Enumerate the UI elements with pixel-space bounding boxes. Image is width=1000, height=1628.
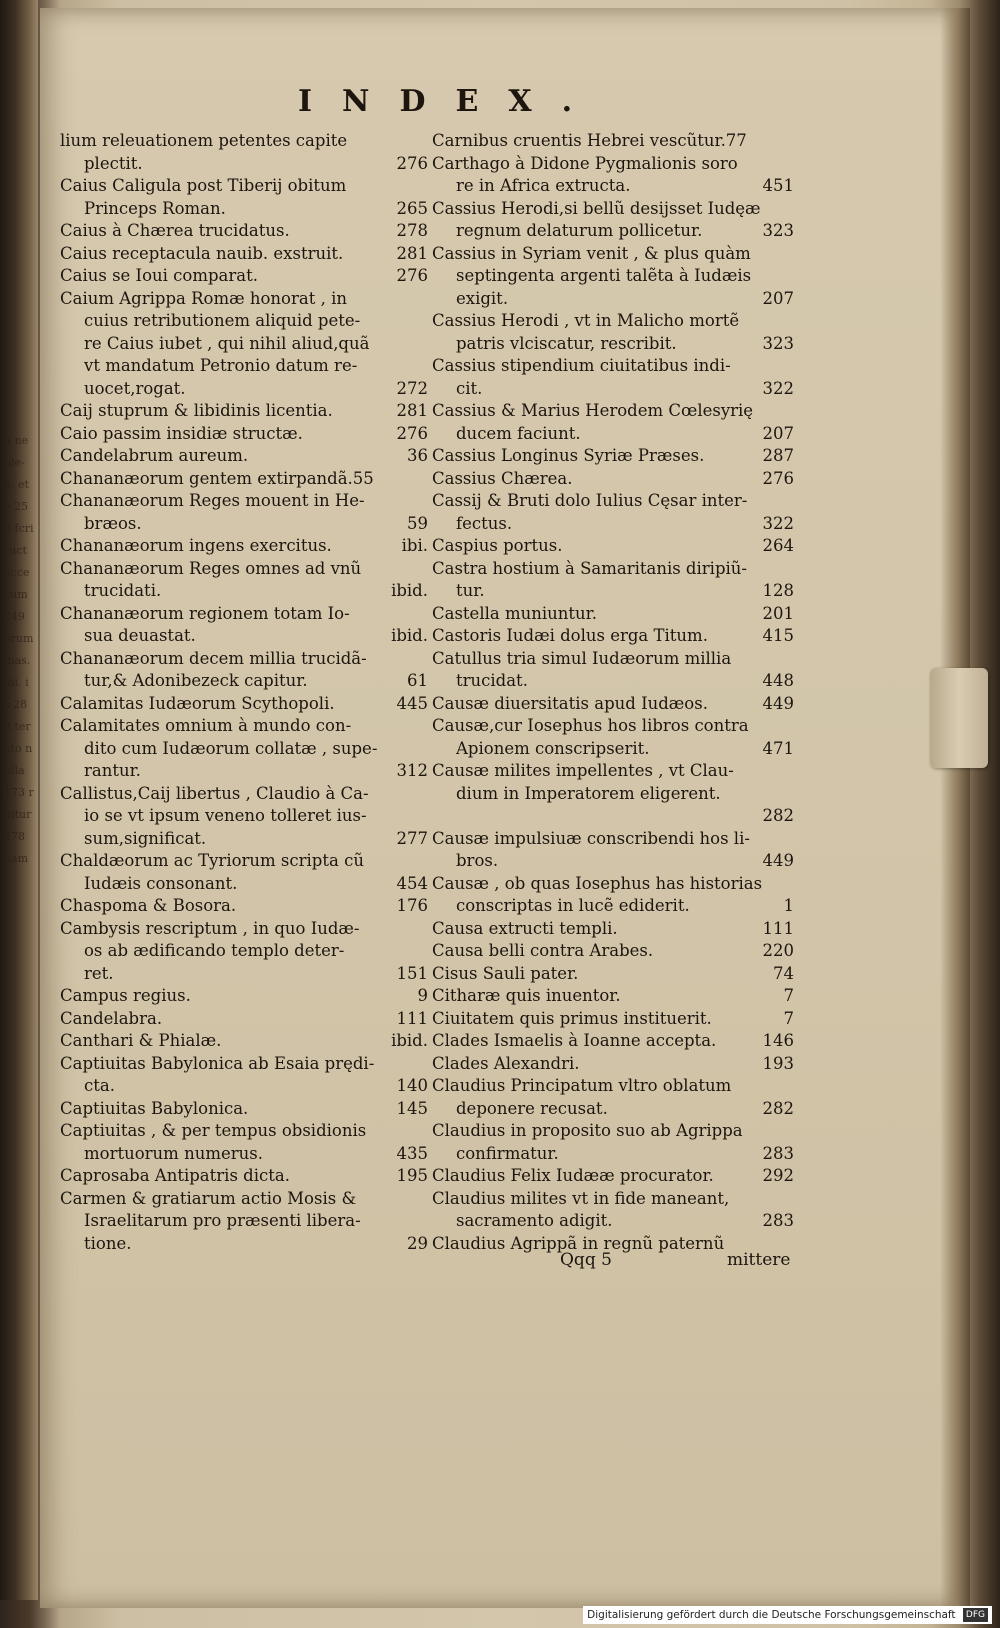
index-entry-text: septingenta argenti talẽta à Iudæis	[456, 266, 752, 285]
index-entry-line	[60, 1075, 428, 1098]
index-entry-line	[60, 333, 428, 356]
index-entry-text: Claudius Agrippã in regnũ paternũ	[432, 1233, 725, 1253]
index-column-left	[60, 130, 428, 1255]
index-entry-text: cta.	[84, 1076, 115, 1095]
index-entry-page-number: 471	[762, 738, 794, 758]
index-entry-text: confirmatur.	[456, 1143, 559, 1163]
index-entry-page-number: 281	[396, 243, 428, 263]
index-entry-text: Claudius in proposito suo ab Agrippa	[432, 1121, 743, 1140]
index-entry-page-number: 322	[762, 378, 794, 398]
index-entry-page-number: ibi.	[401, 536, 428, 555]
index-entry-line	[60, 220, 428, 243]
index-entry-text: cuius retributionem aliquid pete-	[84, 311, 361, 330]
index-entry-line	[60, 985, 428, 1008]
index-entry-text: Candelabrum aureum.	[60, 446, 249, 465]
index-entry-page-number: 9	[417, 986, 428, 1005]
index-entry-line	[432, 400, 794, 423]
index-entry-line	[60, 603, 428, 626]
catchword: mittere	[727, 1250, 791, 1270]
index-entry-page-number: 7	[783, 1008, 794, 1028]
index-entry-line	[432, 423, 794, 446]
index-entry-line	[432, 1120, 794, 1143]
index-entry-page-number: 201	[762, 603, 794, 623]
index-entry-line	[432, 333, 794, 356]
index-entry-text: sacramento adigit.	[456, 1211, 613, 1230]
index-entry-page-number: 449	[762, 851, 794, 870]
index-entry-page-number: 7	[783, 986, 794, 1005]
index-entry-page-number: 415	[762, 626, 794, 645]
index-entry-line	[432, 715, 794, 738]
index-entry-line	[60, 1030, 428, 1053]
index-entry-page-number: 435	[396, 1143, 428, 1163]
index-entry-text: sua deuastat.	[84, 626, 196, 645]
index-entry-page-number: 292	[762, 1166, 794, 1185]
index-entry-line	[432, 1165, 794, 1188]
index-entry-line	[432, 445, 794, 468]
index-entry-text: Causæ impulsiuæ conscribendi hos li-	[432, 828, 750, 848]
index-entry-line	[432, 198, 794, 221]
index-entry-line	[60, 1210, 428, 1233]
index-entry-page-number: 276	[396, 423, 428, 443]
index-entry-page-number: ibid.	[391, 1031, 428, 1050]
index-entry-page-number: 59	[407, 513, 428, 533]
index-entry-page-number: 449	[762, 693, 794, 713]
index-entry-line	[60, 940, 428, 963]
index-entry-page-number: 323	[762, 333, 794, 353]
index-entry-page-number: 282	[762, 1098, 794, 1118]
index-entry-text: bræos.	[84, 513, 142, 533]
index-entry-line	[60, 693, 428, 716]
index-entry-page-number: 312	[396, 761, 428, 780]
index-entry-text: Calamitates omnium à mundo con-	[60, 716, 352, 735]
index-entry-line	[432, 1075, 794, 1098]
index-entry-line	[432, 1188, 794, 1211]
index-entry-page-number: 151	[396, 963, 428, 983]
index-entry-text: Captiuitas Babylonica ab Esaia prędi-	[60, 1053, 375, 1073]
index-entry-line	[432, 1008, 794, 1031]
index-entry-page-number: 74	[773, 963, 794, 983]
index-entry-line	[60, 715, 428, 738]
index-entry-text: Clades Alexandri.	[432, 1053, 580, 1073]
index-entry-text: Cassius stipendium ciuitatibus indi-	[432, 356, 731, 375]
index-entry-page-number: 283	[762, 1211, 794, 1230]
index-entry-text: Cassius Longinus Syriæ Præses.	[432, 446, 705, 465]
index-entry-page-number: 128	[762, 581, 794, 600]
index-entry-text: tione.	[84, 1233, 132, 1253]
index-entry-line	[432, 1143, 794, 1166]
index-entry-line	[60, 175, 428, 198]
index-entry-text: Ciuitatem quis primus instituerit.	[432, 1008, 712, 1028]
index-entry-page-number: 281	[396, 401, 428, 420]
index-entry-text: Causa belli contra Arabes.	[432, 941, 654, 960]
index-entry-text: re in Africa extructa.	[456, 176, 631, 195]
index-entry-page-number: 264	[762, 536, 794, 555]
index-entry-line	[432, 288, 794, 311]
index-entry-text: Apionem conscripserit.	[456, 738, 650, 758]
index-entry-line	[60, 310, 428, 333]
index-entry-line	[60, 243, 428, 266]
index-entry-page-number: 193	[762, 1053, 794, 1073]
index-entry-line	[432, 130, 794, 153]
index-entry-line	[432, 648, 794, 671]
index-entry-line	[60, 738, 428, 761]
index-entry-page-number: 207	[762, 423, 794, 443]
index-entry-line	[432, 760, 794, 783]
index-entry-text: Cassius Herodi , vt in Malicho mortẽ	[432, 311, 740, 330]
index-entry-line	[432, 243, 794, 266]
index-entry-line	[60, 400, 428, 423]
index-entry-page-number: 176	[396, 896, 428, 915]
index-entry-text: Cassius Herodi,si bellũ desijsset Iudęæ	[432, 198, 761, 218]
index-entry-line	[60, 1188, 428, 1211]
index-entry-page-number: 272	[396, 378, 428, 398]
index-entry-text: Chananæorum regionem totam Io-	[60, 603, 350, 623]
index-entry-text: Causæ , ob quas Iosephus has historias	[432, 873, 763, 893]
signature-mark: Qqq 5	[560, 1250, 612, 1270]
index-entry-line	[432, 580, 794, 603]
index-entry-text: Caius Caligula post Tiberij obitum	[60, 176, 347, 195]
index-entry-text: tur,& Adonibezeck capitur.	[84, 671, 308, 690]
index-entry-text: plectit.	[84, 153, 143, 173]
index-entry-page-number: 445	[396, 693, 428, 713]
index-entry-text: Caium Agrippa Romæ honorat , in	[60, 288, 347, 308]
index-entry-line	[60, 153, 428, 176]
facing-page-edge	[0, 0, 38, 1600]
index-entry-line	[60, 1143, 428, 1166]
index-entry-page-number: 276	[396, 153, 428, 173]
index-entry-text: Causa extructi templi.	[432, 918, 618, 938]
index-entry-text: Carnibus cruentis Hebrei vescũtur.77	[432, 131, 747, 150]
index-entry-line	[60, 805, 428, 828]
index-entry-line	[60, 625, 428, 648]
index-entry-page-number: 287	[762, 446, 794, 465]
index-entry-text: Claudius milites vt in fide maneant,	[432, 1188, 730, 1208]
index-entry-text: dium in Imperatorem eligerent.	[456, 783, 721, 803]
index-entry-line	[432, 535, 794, 558]
index-entry-line	[60, 130, 428, 153]
index-entry-line	[60, 963, 428, 986]
index-entry-line	[432, 265, 794, 288]
index-entry-text: Claudius Felix Iudææ procurator.	[432, 1166, 714, 1185]
index-entry-line	[60, 783, 428, 806]
index-entry-line	[60, 445, 428, 468]
index-entry-text: Chaldæorum ac Tyriorum scripta cũ	[60, 851, 364, 870]
index-column-right	[432, 130, 794, 1255]
index-entry-page-number: 278	[396, 221, 428, 240]
index-entry-line	[60, 535, 428, 558]
index-entry-text: Caspius portus.	[432, 536, 563, 555]
index-entry-line	[432, 670, 794, 693]
index-entry-line	[432, 310, 794, 333]
index-entry-line	[60, 828, 428, 851]
index-entry-text: Iudæis consonant.	[84, 873, 238, 893]
index-entry-page-number: 283	[762, 1143, 794, 1163]
index-entry-text: Castra hostium à Samaritanis diripiũ-	[432, 558, 747, 578]
index-entry-text: Caius se Ioui comparat.	[60, 266, 258, 285]
index-entry-text: os ab ædificando templo deter-	[84, 941, 345, 960]
index-entry-text: Calamitas Iudæorum Scythopoli.	[60, 693, 335, 713]
index-entry-page-number: 1	[783, 896, 794, 915]
index-entry-page-number: 265	[396, 198, 428, 218]
index-entry-text: trucidat.	[456, 671, 528, 690]
index-entry-line	[60, 1053, 428, 1076]
index-entry-line	[432, 895, 794, 918]
index-entry-text: Campus regius.	[60, 986, 191, 1005]
index-entry-line	[432, 378, 794, 401]
index-entry-text: Cassius & Marius Herodem Cœlesyrię	[432, 401, 754, 420]
index-entry-text: Captiuitas Babylonica.	[60, 1098, 249, 1118]
index-entry-page-number: 195	[396, 1166, 428, 1185]
index-entry-line	[60, 490, 428, 513]
index-entry-text: Captiuitas , & per tempus obsidionis	[60, 1121, 367, 1140]
index-entry-page-number: 207	[762, 288, 794, 308]
index-entry-text: Princeps Roman.	[84, 198, 226, 218]
index-entry-line	[432, 1030, 794, 1053]
index-entry-text: Caius à Chærea trucidatus.	[60, 221, 290, 240]
index-entry-text: Chananæorum ingens exercitus.	[60, 536, 332, 555]
index-entry-text: Claudius Principatum vltro oblatum	[432, 1076, 732, 1095]
index-entry-line	[432, 490, 794, 513]
index-entry-text: lium releuationem petentes capite	[60, 131, 348, 150]
index-entry-line	[432, 355, 794, 378]
index-entry-line	[60, 288, 428, 311]
index-entry-text: Canthari & Phialæ.	[60, 1031, 222, 1050]
index-entry-line	[60, 1008, 428, 1031]
index-entry-line	[432, 738, 794, 761]
index-entry-line	[60, 580, 428, 603]
index-entry-text: Causæ,cur Iosephus hos libros contra	[432, 716, 749, 735]
index-entry-text: Cassij & Bruti dolo Iulius Cęsar inter-	[432, 491, 748, 510]
index-entry-line	[432, 940, 794, 963]
index-entry-line	[432, 513, 794, 536]
index-entry-text: Causæ milites impellentes , vt Clau-	[432, 761, 734, 780]
index-entry-line	[432, 828, 794, 851]
index-entry-line	[60, 1120, 428, 1143]
dfg-logo: DFG	[963, 1608, 988, 1622]
index-entry-line	[60, 1098, 428, 1121]
index-entry-text: tur.	[456, 581, 485, 600]
index-entry-line	[432, 1210, 794, 1233]
index-entry-page-number: 61	[407, 671, 428, 690]
index-entry-page-number: ibid.	[391, 626, 428, 645]
index-entry-line	[60, 558, 428, 581]
index-entry-text: Chananæorum Reges mouent in He-	[60, 491, 365, 510]
index-entry-line	[60, 1165, 428, 1188]
index-entry-line	[432, 963, 794, 986]
index-entry-line	[60, 670, 428, 693]
index-entry-line	[432, 985, 794, 1008]
index-entry-line	[432, 603, 794, 626]
index-entry-text: dito cum Iudæorum collatæ , supe-	[84, 738, 378, 758]
index-entry-line	[60, 918, 428, 941]
index-entry-text: Castella muniuntur.	[432, 603, 597, 623]
facing-page-text-fragment: n ne ple- 5. ete 250 fcri ruct acce cum 249 orum inas. ibi. is 288 terato nulla 173 ruitur 278 nam	[4, 434, 34, 865]
index-entry-text: Chananæorum gentem extirpandã.55	[60, 468, 374, 488]
index-entry-text: mortuorum numerus.	[84, 1143, 263, 1163]
digitization-footer	[583, 1606, 992, 1624]
index-entry-text: vt mandatum Petronio datum re-	[84, 356, 358, 375]
index-entry-page-number: 323	[762, 221, 794, 240]
index-entry-text: re Caius iubet , qui nihil aliud,quã	[84, 333, 370, 353]
index-entry-text: io se vt ipsum veneno tolleret ius-	[84, 806, 367, 825]
index-entry-page-number: 145	[396, 1098, 428, 1118]
index-entry-text: Citharæ quis inuentor.	[432, 986, 621, 1005]
index-entry-text: Carmen & gratiarum actio Mosis &	[60, 1188, 357, 1208]
index-entry-line	[60, 513, 428, 536]
index-entry-line	[432, 468, 794, 491]
index-entry-line	[432, 625, 794, 648]
index-entry-page-number: 451	[762, 176, 794, 195]
index-entry-text: bros.	[456, 851, 499, 870]
index-entry-text: Clades Ismaelis à Ioanne accepta.	[432, 1031, 717, 1050]
index-entry-page-number: 111	[762, 918, 794, 938]
index-entry-line	[432, 805, 794, 828]
index-entry-text: deponere recusat.	[456, 1098, 608, 1118]
index-entry-line	[432, 558, 794, 581]
index-entry-text: Cambysis rescriptum , in quo Iudæ-	[60, 918, 360, 938]
index-entry-line	[60, 198, 428, 221]
index-entry-text: Caij stuprum & libidinis licentia.	[60, 401, 333, 420]
page-edge-shadow	[940, 8, 970, 1608]
index-entry-page-number: 140	[396, 1076, 428, 1095]
index-entry-text: Cisus Sauli pater.	[432, 963, 579, 983]
index-entry-page-number: 29	[407, 1233, 428, 1253]
index-entry-page-number: 454	[396, 873, 428, 893]
index-entry-page-number: 282	[762, 806, 794, 825]
index-entry-line	[432, 175, 794, 198]
index-entry-text: rantur.	[84, 761, 141, 780]
index-entry-text: Castoris Iudæi dolus erga Titum.	[432, 626, 708, 645]
index-entry-text: conscriptas in lucẽ ediderit.	[456, 896, 690, 915]
index-entry-text: trucidati.	[84, 581, 162, 600]
page-header: INDEX.	[298, 84, 603, 119]
index-entry-page-number: 220	[762, 941, 794, 960]
index-entry-line	[60, 760, 428, 783]
index-entry-line	[432, 153, 794, 176]
index-entry-page-number: 322	[762, 513, 794, 533]
index-entry-page-number: 276	[762, 468, 794, 488]
index-entry-line	[432, 1053, 794, 1076]
index-entry-line	[60, 423, 428, 446]
index-entry-page-number: 146	[762, 1031, 794, 1050]
index-entry-text: Causæ diuersitatis apud Iudæos.	[432, 693, 708, 713]
index-entry-line	[432, 873, 794, 896]
index-entry-line	[60, 265, 428, 288]
index-entry-text: Chaspoma & Bosora.	[60, 896, 237, 915]
index-entry-text: ret.	[84, 963, 114, 983]
index-entry-line	[60, 355, 428, 378]
index-entry-line	[432, 918, 794, 941]
index-entry-text: patris vlciscatur, rescribit.	[456, 333, 677, 353]
index-entry-page-number: 36	[407, 446, 428, 465]
index-entry-line	[60, 873, 428, 896]
index-entry-text: Chananæorum Reges omnes ad vnũ	[60, 558, 362, 578]
index-entry-page-number: ibid.	[391, 581, 428, 600]
index-entry-text: Caprosaba Antipatris dicta.	[60, 1166, 290, 1185]
index-entry-line	[60, 1233, 428, 1256]
index-entry-page-number: 277	[396, 828, 428, 848]
index-entry-text: Chananæorum decem millia trucidã-	[60, 648, 367, 668]
index-entry-text: Israelitarum pro præsenti libera-	[84, 1211, 361, 1230]
index-entry-text: Cassius Chærea.	[432, 468, 573, 488]
index-entry-text: Catullus tria simul Iudæorum millia	[432, 648, 732, 668]
index-entry-text: ducem faciunt.	[456, 423, 581, 443]
index-entry-line	[60, 648, 428, 671]
index-entry-line	[60, 378, 428, 401]
index-entry-text: Callistus,Caij libertus , Claudio à Ca-	[60, 783, 369, 803]
index-entry-line	[432, 693, 794, 716]
index-entry-text: Caio passim insidiæ structæ.	[60, 423, 303, 443]
index-entry-line	[432, 220, 794, 243]
index-entry-text: uocet,rogat.	[84, 378, 186, 398]
index-entry-line	[432, 783, 794, 806]
index-entry-text: Caius receptacula nauib. exstruit.	[60, 243, 344, 263]
index-entry-text: fectus.	[456, 513, 513, 533]
footer-text: Digitalisierung gefördert durch die Deutsche Forschungsgemeinschaft	[587, 1609, 956, 1621]
index-entry-text: sum,significat.	[84, 828, 207, 848]
index-entry-line	[60, 468, 428, 491]
index-entry-line	[60, 895, 428, 918]
index-entry-text: Candelabra.	[60, 1008, 163, 1028]
index-entry-line	[60, 850, 428, 873]
page-tab-marker	[930, 668, 988, 768]
index-entry-page-number: 448	[762, 671, 794, 690]
index-entry-text: Carthago à Didone Pygmalionis soro	[432, 153, 738, 173]
index-entry-line	[432, 850, 794, 873]
index-entry-line	[432, 1098, 794, 1121]
index-entry-text: cit.	[456, 378, 483, 398]
index-entry-page-number: 276	[396, 266, 428, 285]
index-entry-text: exigit.	[456, 288, 509, 308]
index-entry-text: regnum delaturum pollicetur.	[456, 221, 703, 240]
index-entry-page-number: 111	[396, 1008, 428, 1028]
index-entry-text: Cassius in Syriam venit , & plus quàm	[432, 243, 751, 263]
